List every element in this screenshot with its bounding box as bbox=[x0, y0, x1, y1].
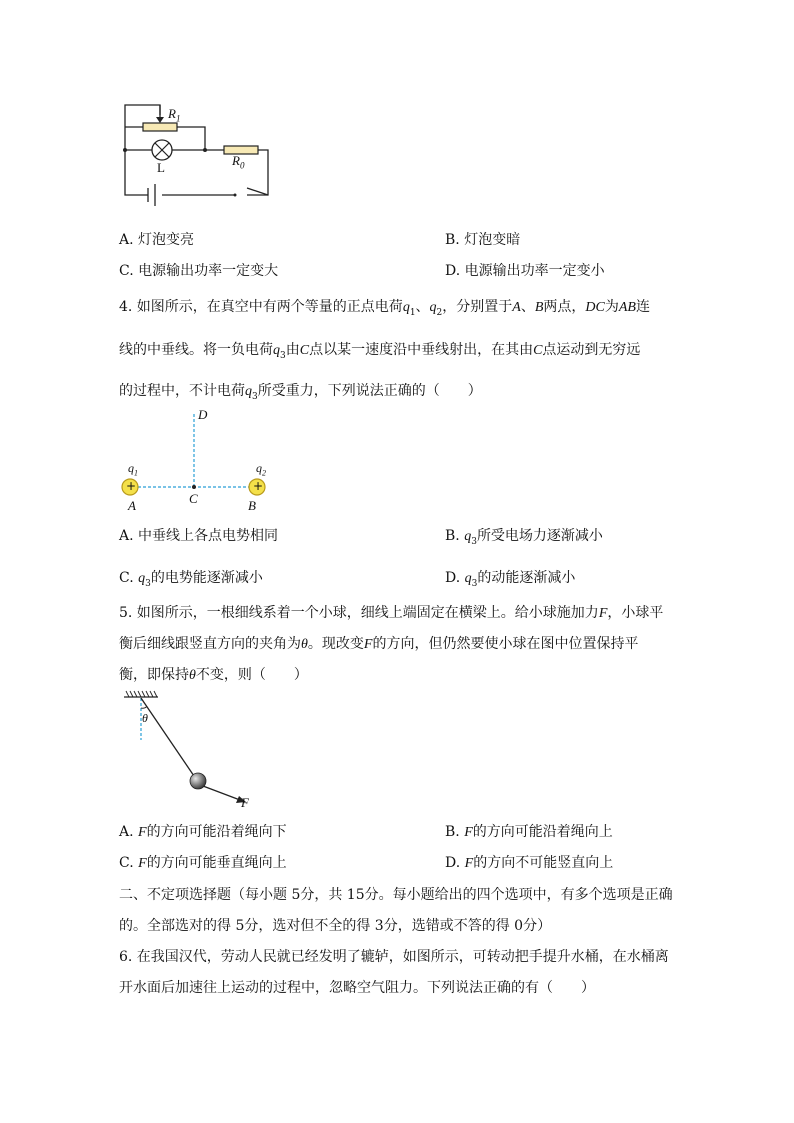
q4-option-d: D. $q_3$的动能逐渐减小 bbox=[445, 570, 576, 589]
label-r1: $R_1$ bbox=[168, 106, 181, 124]
label-d: D bbox=[198, 407, 208, 422]
label-q1: $q_1$ bbox=[128, 461, 138, 478]
label-q2: $q_2$ bbox=[256, 461, 266, 478]
q4-stem-line1: 4. 如图所示，在真空中有两个等量的正点电荷$q_1$、$q_2$，分别置于A、B两点，DC为AB连 bbox=[119, 299, 650, 318]
q5-stem-line3: 衡，即保持θ不变，则（ ） bbox=[119, 667, 308, 683]
q3-option-a: A. 灯泡变亮 bbox=[119, 232, 195, 248]
label-r0: $R_0$ bbox=[232, 153, 245, 171]
label-theta: θ bbox=[142, 711, 148, 725]
q4-stem-line2: 线的中垂线。将一负电荷$q_3$由C点以某一速度沿中垂线射出，在其由C点运动到无穷远 bbox=[119, 342, 641, 361]
q3-option-d: D. 电源输出功率一定变小 bbox=[445, 263, 605, 279]
label-c: C bbox=[189, 491, 198, 506]
q6-stem-line1: 6. 在我国汉代，劳动人民就已经发明了辘轳，如图所示，可转动把手提升水桶，在水桶离 bbox=[119, 949, 669, 965]
pendulum-ball bbox=[190, 773, 206, 789]
section2-heading-line2: 的。全部选对的得 5分，选对但不全的得 3分，选错或不答的得 0分） bbox=[119, 918, 552, 934]
q5-option-c: C. F的方向可能垂直绳向上 bbox=[119, 855, 287, 871]
label-force: F bbox=[241, 795, 249, 810]
q4-option-b: B. $q_3$所受电场力逐渐减小 bbox=[445, 528, 603, 547]
q5-option-a: A. F的方向可能沿着绳向下 bbox=[119, 824, 287, 840]
label-lamp: L bbox=[157, 160, 165, 175]
q5-stem-line2: 衡后细线跟竖直方向的夹角为θ。现改变F的方向，但仍然要使小球在图中位置保持平 bbox=[119, 636, 639, 652]
section2-heading-line1: 二、不定项选择题（每小题 5分，共 15分。每小题给出的四个选项中，有多个选项是正确 bbox=[119, 887, 673, 903]
label-b: B bbox=[248, 498, 256, 513]
q4-option-c: C. $q_3$的电势能逐渐减小 bbox=[119, 570, 263, 589]
q4-stem-line3: 的过程中，不计电荷$q_3$所受重力，下列说法正确的（ ） bbox=[119, 383, 482, 402]
q5-option-b: B. F的方向可能沿着绳向上 bbox=[445, 824, 613, 840]
q3-option-b: B. 灯泡变暗 bbox=[445, 232, 521, 248]
q6-stem-line2: 开水面后加速往上运动的过程中，忽略空气阻力。下列说法正确的有（ ） bbox=[119, 980, 595, 996]
charge-q2-plus: + bbox=[253, 479, 264, 493]
q4-option-a: A. 中垂线上各点电势相同 bbox=[119, 528, 279, 544]
charge-q1-plus: + bbox=[126, 479, 137, 493]
q5-stem-line1: 5. 如图所示，一根细线系着一个小球，细线上端固定在横梁上。给小球施加力F，小球平 bbox=[119, 605, 664, 621]
label-a: A bbox=[128, 498, 136, 513]
q3-option-c: C. 电源输出功率一定变大 bbox=[119, 263, 279, 279]
q5-option-d: D. F的方向不可能竖直向上 bbox=[445, 855, 614, 871]
